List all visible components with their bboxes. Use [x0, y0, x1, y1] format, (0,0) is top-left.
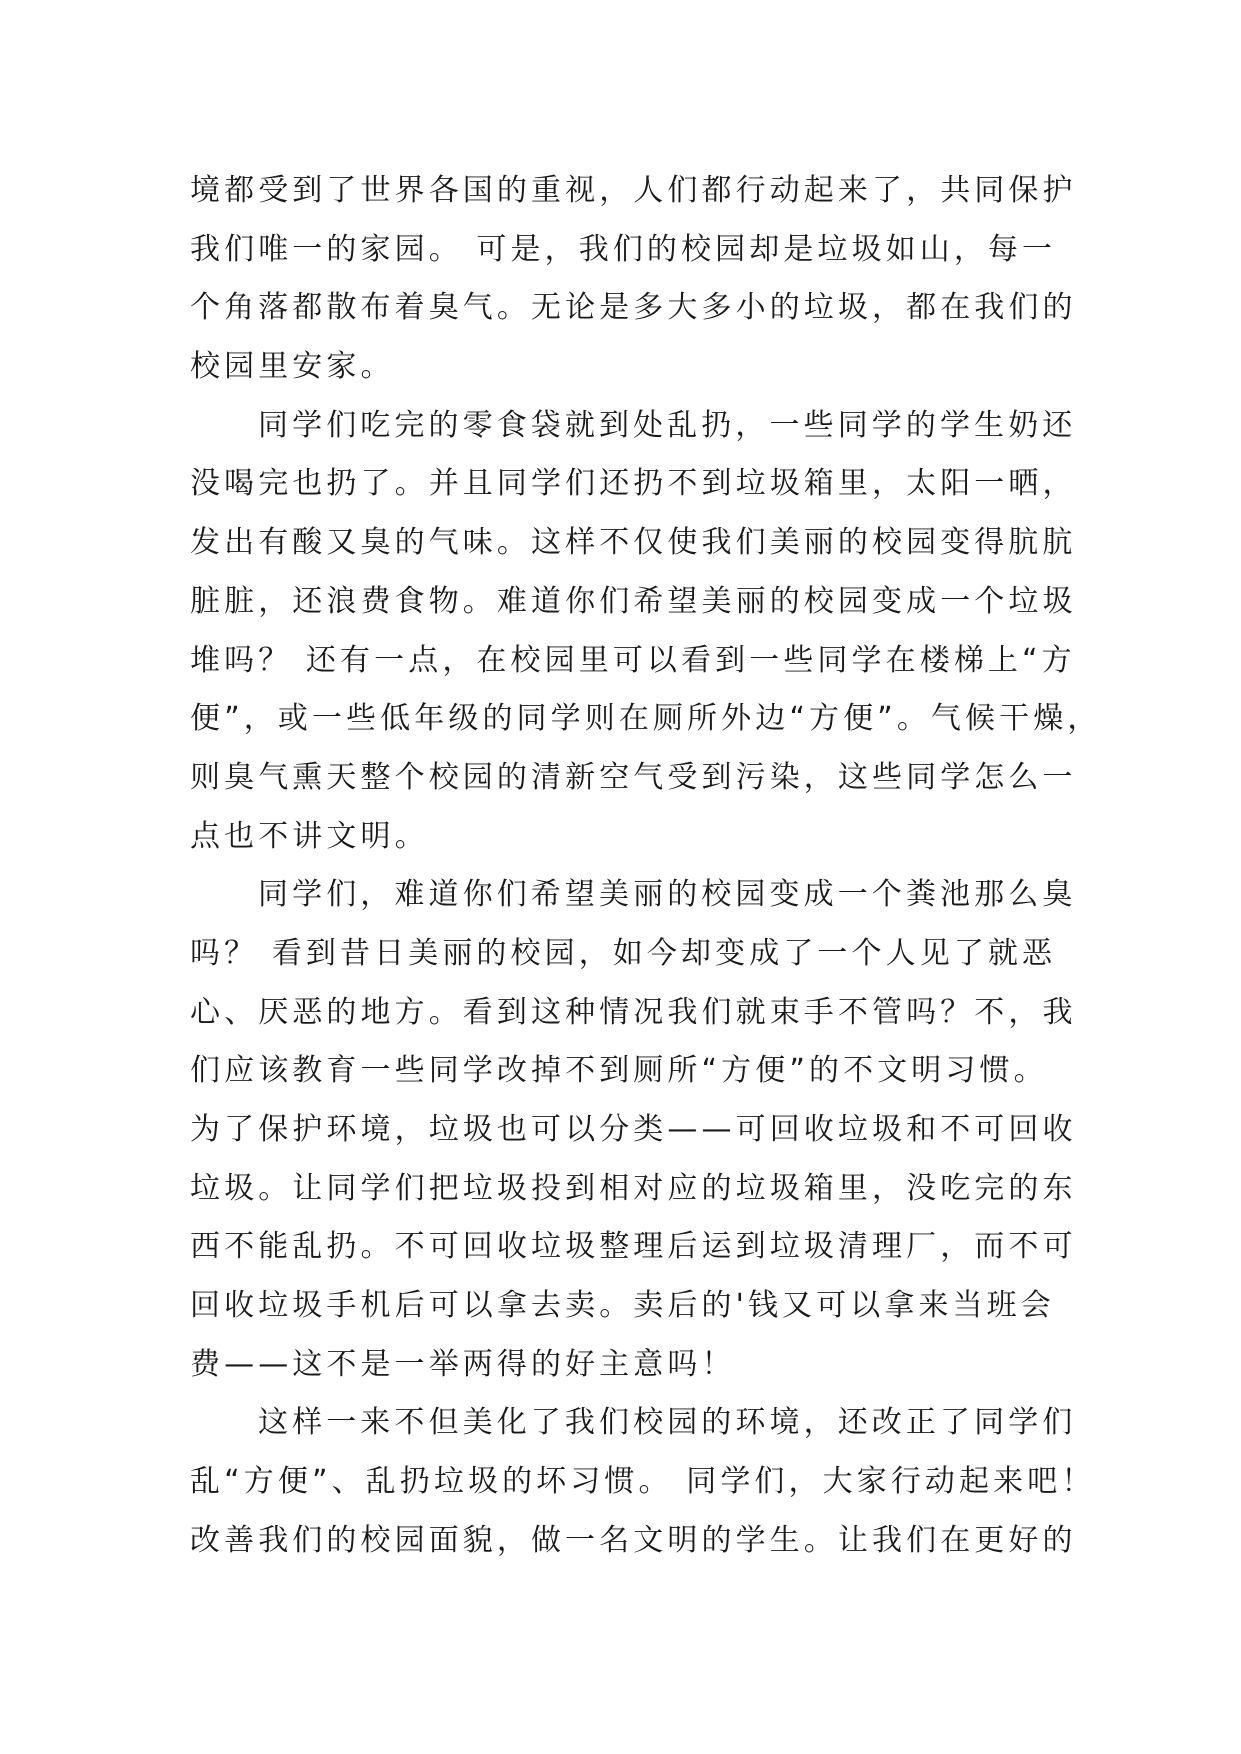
line-text: 乱“方便”、乱扔垃圾的坏习惯。 同学们，大家行动起来吧！	[190, 1464, 1096, 1500]
text-line	[190, 1453, 1096, 1512]
text-line	[190, 1277, 1060, 1336]
text-line	[190, 1512, 1077, 1571]
line-text: 发出有酸又臭的气味。这样不仅使我们美丽的校园变得肮肮	[190, 525, 1077, 561]
text-line	[190, 1336, 1060, 1395]
text-line	[190, 808, 1060, 867]
line-text: 改善我们的校园面貌，做一名文明的学生。让我们在更好的	[190, 1522, 1077, 1558]
text-line	[190, 690, 1102, 749]
line-text: 我们唯一的家园。 可是，我们的校园却是垃圾如山，每一	[190, 231, 1057, 267]
text-line	[190, 455, 1077, 514]
text-line	[190, 984, 1077, 1043]
line-text: 同学们吃完的零食袋就到处乱扔，一些同学的学生奶还	[258, 407, 1077, 443]
text-line	[190, 397, 1077, 456]
line-text: 则臭气熏天整个校园的清新空气受到污染，这些同学怎么一	[190, 759, 1077, 795]
line-text: 校园里安家。	[190, 349, 395, 385]
line-text: 这样一来不但美化了我们校园的环境，还改正了同学们	[258, 1405, 1077, 1441]
line-text: 境都受到了世界各国的重视，人们都行动起来了，共同保护	[190, 173, 1077, 208]
text-line	[190, 279, 1077, 338]
line-text: 脏脏，还浪费食物。难道你们希望美丽的校园变成一个垃圾	[190, 583, 1077, 619]
line-text: 堆吗？ 还有一点，在校园里可以看到一些同学在楼梯上“方	[190, 642, 1076, 678]
text-line	[190, 338, 1060, 397]
line-text: 同学们，难道你们希望美丽的校园变成一个粪池那么臭	[258, 877, 1077, 913]
text-line	[190, 1101, 1077, 1160]
line-text: 吗？ 看到昔日美丽的校园，如今却变成了一个人见了就恶	[190, 935, 1057, 971]
line-text: 们应该教育一些同学改掉不到厕所“方便”的不文明习惯。	[190, 1053, 1048, 1089]
text-line	[190, 162, 1077, 221]
line-text: 便”，或一些低年级的同学则在厕所外边“方便”。气候干燥，	[190, 701, 1102, 737]
text-line	[190, 632, 1076, 691]
text-line	[190, 866, 1077, 925]
text-line	[190, 221, 1060, 280]
line-text: 个角落都散布着臭气。无论是多大多小的垃圾，都在我们的	[190, 290, 1077, 326]
text-line	[190, 1160, 1077, 1219]
text-line	[190, 514, 1077, 573]
text-line	[190, 1394, 1077, 1453]
text-line	[190, 573, 1077, 632]
line-text: 为了保护环境，垃圾也可以分类——可回收垃圾和不可回收	[190, 1112, 1077, 1147]
line-text: 费——这不是一举两得的好主意吗！	[190, 1346, 736, 1382]
line-text: 心、厌恶的地方。看到这种情况我们就束手不管吗？不，我	[190, 994, 1077, 1030]
text-line	[190, 1218, 1077, 1277]
text-line	[190, 1042, 1060, 1101]
line-text: 没喝完也扔了。并且同学们还扔不到垃圾箱里，太阳一晒，	[190, 466, 1077, 502]
document-body	[190, 162, 1102, 1571]
line-text: 西不能乱扔。不可回收垃圾整理后运到垃圾清理厂，而不可	[190, 1229, 1077, 1265]
line-text: 垃圾。让同学们把垃圾投到相对应的垃圾箱里，没吃完的东	[190, 1170, 1077, 1206]
text-line	[190, 925, 1060, 984]
line-text: 回收垃圾手机后可以拿去卖。卖后的'钱又可以拿来当班会	[190, 1288, 1055, 1324]
text-line	[190, 749, 1077, 808]
line-text: 点也不讲文明。	[190, 818, 429, 854]
